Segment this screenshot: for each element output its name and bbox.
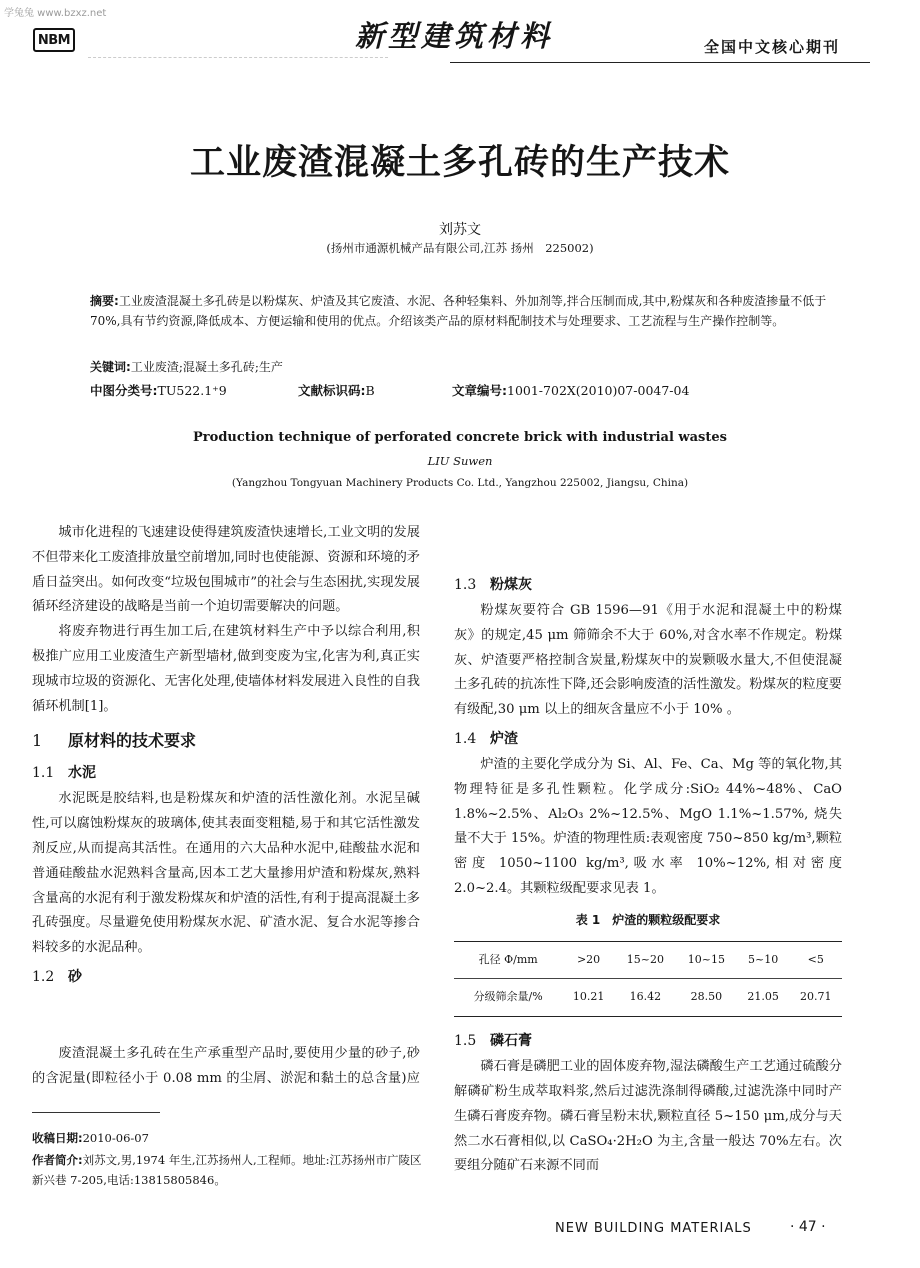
core-journal-label: 全国中文核心期刊	[704, 38, 841, 56]
section-1-1-heading	[32, 761, 420, 785]
clc-number	[90, 381, 227, 399]
section-title: 砂	[68, 968, 82, 985]
received-label: 收稿日期:	[32, 1131, 83, 1145]
section-1-2-text-start	[32, 1042, 420, 1092]
table-row	[454, 979, 842, 1017]
section-1-heading	[32, 729, 420, 753]
english-author: LIU Suwen	[427, 454, 493, 468]
article-no-value: 1001-702X(2010)07-0047-04	[507, 383, 690, 398]
intro-paragraph-1: 城市化进程的飞速建设使得建筑废渣快速增长,工业文明的发展不但带来化工废渣排放量空前增加,同时也使能源、资源和环境的矛盾日益突出。如何改变“垃圾包围城市”的社会与生态困扰,实现发展循环经济建设的战略是当前一个迫切需要解决的问题。	[32, 525, 420, 615]
table-cell: 分级筛余量/%	[473, 990, 543, 1004]
table-header-cell: 10~15	[687, 952, 725, 966]
section-title: 水泥	[68, 765, 96, 782]
bio-text: 刘苏文,男,1974 年生,江苏扬州人,工程师。地址:江苏扬州市广陵区新兴巷 7-205,电话:13815805846。	[32, 1153, 422, 1187]
table-cell: 20.71	[799, 990, 832, 1004]
clc-value: TU522.1⁺9	[157, 383, 227, 398]
keywords	[90, 358, 283, 375]
received-date	[32, 1128, 422, 1148]
section-number: 1.3	[454, 577, 477, 593]
article-title: 工业废渣混凝土多孔砖的生产技术	[189, 142, 730, 183]
watermark: 学兔兔 www.bzxz.net	[4, 8, 107, 19]
journal-name: 新型建筑材料	[355, 19, 554, 53]
doc-code-label: 文献标识码:	[298, 383, 366, 398]
footer-journal-name: NEW BUILDING MATERIALS	[555, 1221, 752, 1236]
page-number: · 47 ·	[790, 1219, 826, 1235]
section-number: 1.4	[454, 730, 477, 747]
table-header-row	[454, 941, 842, 979]
article-number	[452, 381, 689, 399]
section-1-5-heading	[454, 1029, 842, 1053]
document-code	[298, 381, 375, 399]
intro-paragraph-2: 将废弃物进行再生加工后,在建筑材料生产中予以综合利用,积极推广应用工业废渣生产新型墙材,做到变废为宝,化害为利,真正实现城市垃圾的资源化、无害化处理,使墙体材料发展进入良性的自我循环机制[1]。	[32, 624, 420, 714]
table-1-caption: 表 1 炉渣的颗粒级配要求	[575, 912, 721, 927]
abstract	[90, 291, 828, 331]
table-cell: 21.05	[747, 990, 779, 1004]
bio-label: 作者简介:	[32, 1153, 83, 1167]
table-cell: 28.50	[690, 990, 723, 1004]
received-value: 2010-06-07	[82, 1131, 149, 1145]
section-1-2-text: 废渣混凝土多孔砖在生产承重型产品时,要使用少量的砂子,砂的含泥量(即粒径小于 0.08 mm 的尘屑、淤泥和黏土的总含量)应	[32, 1046, 420, 1086]
clc-label: 中图分类号:	[90, 383, 158, 398]
english-affiliation: (Yangzhou Tongyuan Machinery Products Co. Ltd., Yangzhou 225002, Jiangsu, China)	[231, 477, 689, 489]
section-1-4-heading	[454, 727, 842, 751]
table-cell: 10.21	[572, 990, 605, 1004]
section-title: 粉煤灰	[490, 577, 532, 593]
section-number: 1.1	[32, 765, 55, 782]
left-column	[32, 521, 420, 991]
section-title: 原材料的技术要求	[68, 731, 197, 751]
table-header-cell: 15~20	[626, 952, 664, 966]
section-title: 炉渣	[490, 730, 518, 747]
table-header-cell: 5~10	[748, 952, 779, 966]
article-author: 刘苏文	[439, 222, 481, 238]
right-column	[454, 521, 842, 1179]
keywords-label: 关键词:	[90, 360, 131, 374]
section-1-3-text: 粉煤灰要符合 GB 1596—91《用于水泥和混凝土中的粉煤灰》的规定,45 μm 筛筛余不大于 60%,对含水率不作规定。粉煤灰、炉渣要严格控制含炭量,粉煤灰中的炭颗吸水量大,不但使混凝土多孔砖的抗冻性下降,还会影响废渣的活性激发。粉煤灰的粒度要有级配,30 μm 以上的细灰含量应不小于 10% 。	[454, 603, 842, 718]
abstract-text: 工业废渣混凝土多孔砖是以粉煤灰、炉渣及其它废渣、水泥、各种轻集料、外加剂等,拌合压制而成,其中,粉煤灰和各种废渣掺量不低于 70%,具有节约资源,降低成本、方便运输和使用的优点。介绍该类产品的原材料配制技术与处理要求、工艺流程与生产操作控制等。	[90, 294, 827, 328]
abstract-label: 摘要:	[90, 294, 119, 308]
section-1-5-text: 磷石膏是磷肥工业的固体废弃物,湿法磷酸生产工艺通过硫酸分解磷矿粉生成萃取料浆,然后过滤洗涤制得磷酸,过滤洗涤中同时产生磷石膏废弃物。磷石膏呈粉末状,颗粒直径 5~150 μm,成分与天然二水石膏相似,以 CaSO₄·2H₂O 为主,含量一般达 70%左右。次要组分随矿石来源不同而	[454, 1059, 842, 1174]
header-rule	[450, 62, 870, 63]
article-no-label: 文章编号:	[452, 383, 507, 398]
table-header-cell: >20	[576, 952, 601, 966]
footnote-rule	[32, 1112, 160, 1113]
table-cell: 16.42	[629, 990, 662, 1004]
section-1-3-heading	[454, 573, 842, 597]
table-header-cell: <5	[807, 952, 824, 966]
section-1-1-text: 水泥既是胶结料,也是粉煤灰和炉渣的活性激化剂。水泥呈碱性,可以腐蚀粉煤灰的玻璃体,使其表面变粗糙,易于和其它活性激发剂反应,从而提高其活性。在通用的六大品种水泥中,硅酸盐水泥和普通硅酸盐水泥熟料含量高,因本工艺大量掺用炉渣和粉煤灰,熟料含量高的水泥有利于激发粉煤灰和炉渣的活性,有利于提高混凝土多孔砖强度。尽量避免使用粉煤灰水泥、矿渣水泥、复合水泥等掺合料较多的水泥品种。	[32, 791, 420, 956]
english-title: Production technique of perforated concrete brick with industrial wastes	[193, 430, 727, 445]
table-header-cell: 孔径 Φ/mm	[478, 952, 538, 966]
header-dashed-rule	[88, 57, 388, 58]
section-1-4-text: 炉渣的主要化学成分为 Si、Al、Fe、Ca、Mg 等的氧化物,其物理特征是多孔性颗粒。化学成分:SiO₂ 44%~48%、CaO 1.8%~2.5%、Al₂O₃ 2%~12.5%、MgO 1.1%~1.57%, 烧失量不大于 15%。炉渣的物理性质:表观密度 750~850 kg/m³,颗粒密度 1050~1100 kg/m³,吸水率 10%~12%,相对密度2.0~2.4。其颗粒级配要求见表 1。	[454, 756, 842, 896]
journal-logo: NBM	[33, 28, 75, 52]
section-number: 1.2	[32, 968, 55, 985]
section-number: 1	[32, 731, 43, 751]
keywords-text: 工业废渣;混凝土多孔砖;生产	[130, 360, 283, 374]
article-affiliation: (扬州市通源机械产品有限公司,江苏 扬州 225002)	[326, 241, 594, 255]
table-1	[454, 941, 842, 1018]
section-number: 1.5	[454, 1033, 477, 1050]
section-title: 磷石膏	[490, 1033, 532, 1050]
section-1-2-heading	[32, 965, 420, 989]
doc-code-value: B	[365, 383, 375, 398]
author-bio	[32, 1150, 422, 1190]
